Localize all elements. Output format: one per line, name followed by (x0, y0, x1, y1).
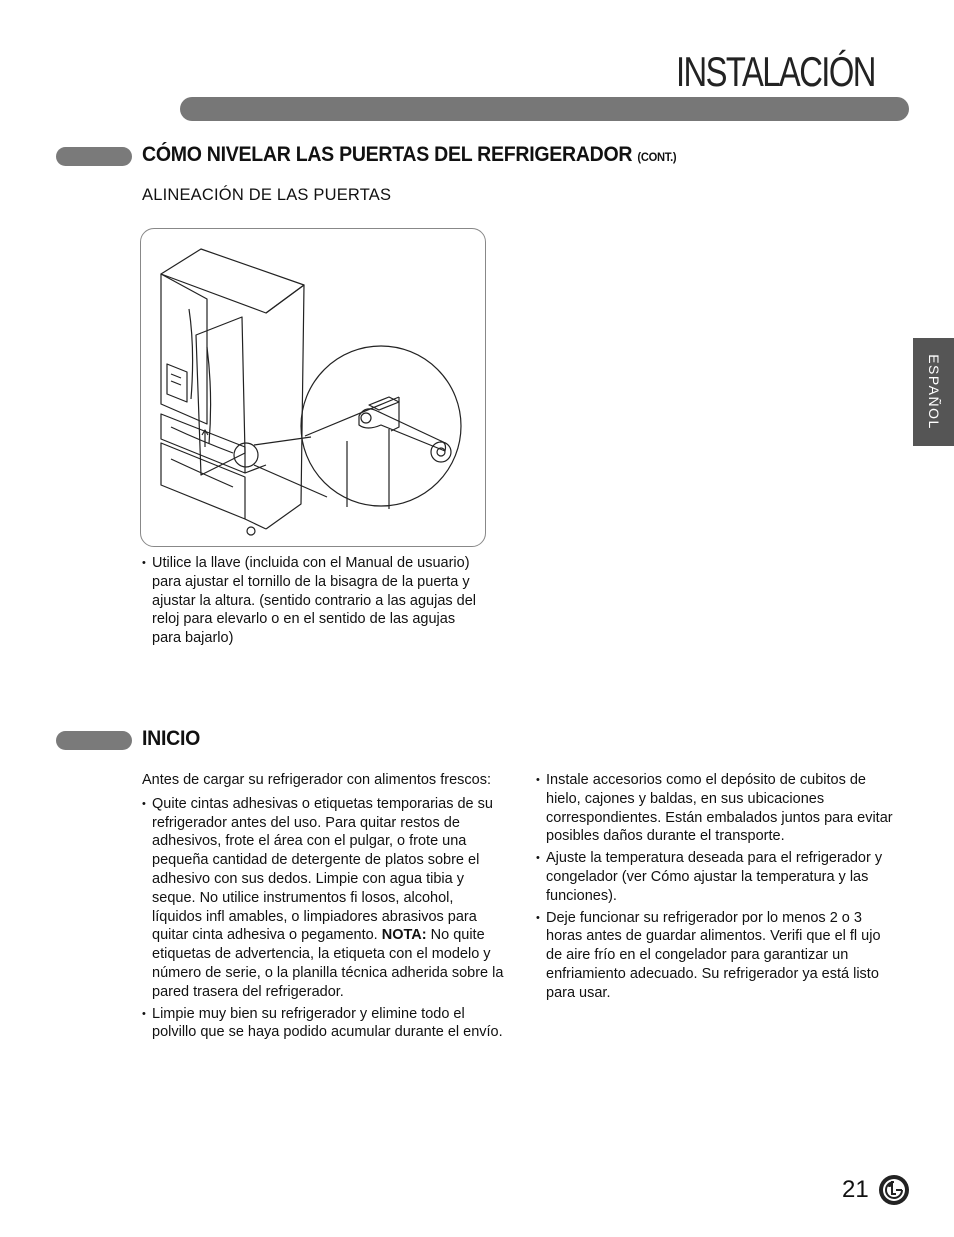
section-title-suffix: (CONT.) (637, 150, 677, 164)
section-title-nivelar (142, 143, 676, 167)
section-marker (56, 731, 132, 750)
list-item-text: Quite cintas adhesivas o etiquetas temporarias de su refrigerador antes del uso. Para quitar restos de adhesivos, frote el área con el pulgar, o frote una pequeña cantidad de detergente de platos sobre el adhesivo con sus dedos. Limpie con agua tibia y seque. No utilice instrumentos fi losos, alcohol, líquidos infl amables, o limpiadores abrasivos para quitar cinta adhesiva o pegamento. (152, 795, 493, 944)
header-bar (180, 97, 909, 121)
list-item: • Ajuste la temperatura deseada para el refrigerador y congelador (ver Cómo ajustar la temperatura y las funciones). (536, 849, 898, 905)
list-item: • Instale accesorios como el depósito de cubitos de hielo, cajones y baldas, en sus ubicaciones correspondientes. Están embalados juntos para evitar posibles daños durante el transporte. (536, 771, 898, 846)
list-item: • Deje funcionar su refrigerador por lo menos 2 o 3 horas antes de guardar alimentos. Verifi que el fl ujo de aire frío en el congelador para garantizar un enfriamiento adecuado. Su refrigerador ya está listo para usar. (536, 909, 898, 1003)
section1-text (142, 554, 487, 651)
subheading-alineacion: ALINEACIÓN DE LAS PUERTAS (142, 186, 392, 204)
page-title: INSTALACIÓN (676, 48, 875, 95)
list-item: • Utilice la llave (incluida con el Manual de usuario) para ajustar el tornillo de la bisagra de la puerta y ajustar la altura. (sentido contrario a las agujas del reloj para elevarlo o en el sentido de las agujas para bajarlo) (142, 554, 487, 648)
page-number: 21 (842, 1176, 869, 1203)
language-tab-label: ESPAÑOL (925, 354, 942, 430)
illustration-box (140, 228, 486, 547)
section2-left-column (142, 771, 504, 1045)
section-marker (56, 147, 132, 166)
intro-text: Antes de cargar su refrigerador con alimentos frescos: (142, 772, 491, 788)
nota-label: NOTA: (381, 927, 427, 944)
list-item (142, 795, 504, 1002)
list-item: • Limpie muy bien su refrigerador y elimine todo el polvillo que se haya podido acumular durante el envío. (142, 1005, 504, 1043)
section-title-inicio: INICIO (142, 727, 201, 750)
language-tab (913, 338, 954, 446)
refrigerator-illustration (141, 229, 487, 548)
section2-right-column (536, 771, 898, 1006)
nota-text: No quite etiquetas de advertencia, la etiqueta con el modelo y número de serie, o la planilla técnica adherida sobre la pared trasera del refrigerador. (152, 927, 504, 1000)
lg-logo-icon (878, 1174, 910, 1206)
section-title-text: CÓMO NIVELAR LAS PUERTAS DEL REFRIGERADOR (142, 143, 633, 166)
